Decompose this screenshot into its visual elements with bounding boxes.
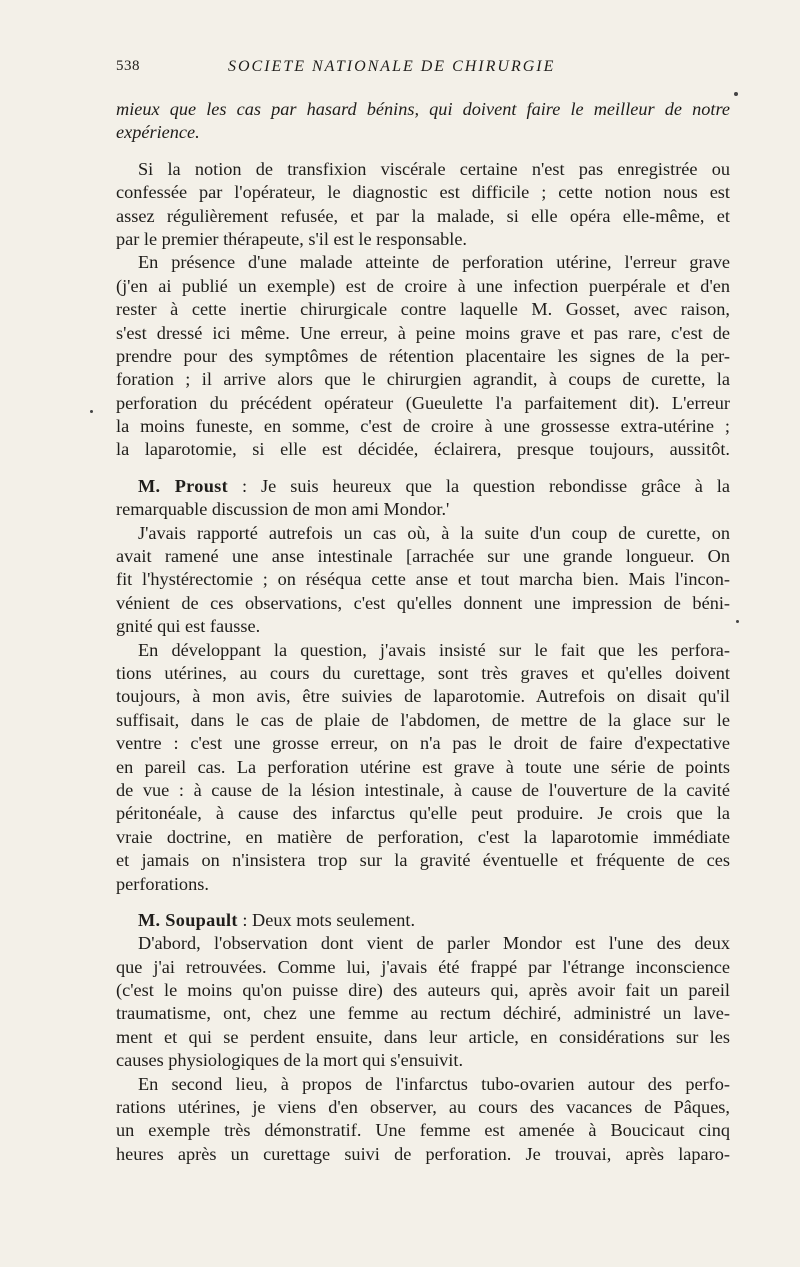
paragraph bbox=[116, 639, 730, 896]
paragraph-proust bbox=[116, 475, 730, 522]
text-line bbox=[116, 475, 730, 498]
text-line: que j'ai retrouvées. Comme lui, j'avais été frappé par l'étrange inconscience bbox=[116, 956, 730, 977]
text-line: perforations. bbox=[116, 873, 209, 894]
text-line: perforation du précédent opérateur (Gueulette l'a parfaitement dit). L'erreur bbox=[116, 392, 730, 413]
speaker-name: M. Soupault bbox=[138, 909, 238, 930]
scan-speck bbox=[736, 620, 739, 623]
text-line: un exemple très démonstratif. Une femme est amenée à Boucicaut cinq bbox=[116, 1120, 730, 1141]
text-line: assez régulièrement refusée, et par la malade, si elle opéra elle-même, et bbox=[116, 205, 730, 226]
text-line: En second lieu, à propos de l'infarctus tubo-ovarien autour des perfo- bbox=[138, 1073, 730, 1094]
text-line: mieux que les cas par hasard bénins, qui doivent faire le meilleur de notre bbox=[116, 99, 730, 119]
scan-speck bbox=[90, 410, 93, 413]
text-line: de vue : à cause de la lésion intestinale, à cause de l'ouverture de la cavité bbox=[116, 779, 730, 800]
text-line: tions utérines, au cours du curettage, sont très graves et qu'elles doivent bbox=[116, 662, 730, 683]
text-line-content: : Je suis heureux que la question rebondisse grâce à la bbox=[227, 475, 730, 496]
scan-speck bbox=[734, 92, 738, 96]
text-line: heures après un curettage suivi de perforation. Je trouvai, après laparo- bbox=[116, 1143, 730, 1164]
text-line: la laparotomie, si elle est décidée, éclairera, presque toujours, aussitôt. bbox=[116, 439, 730, 460]
text-line bbox=[116, 158, 730, 181]
text-line: ment et qui se perdent ensuite, dans leur article, en considérations sur les bbox=[116, 1026, 730, 1047]
text-line: En présence d'une malade atteinte de perforation utérine, l'erreur grave bbox=[138, 252, 730, 273]
text-line: toujours, à mon avis, être suivies de laparotomie. Autrefois on disait qu'il bbox=[116, 686, 730, 707]
paragraph bbox=[116, 932, 730, 1072]
page-header bbox=[116, 58, 730, 84]
text-line: péritonéale, à cause des infarctus qu'elle peut produire. Je crois que la bbox=[116, 803, 730, 824]
text-line: rations utérines, je viens d'en observer, au cours des vacances de Pâques, bbox=[116, 1097, 730, 1118]
text-line: vraie doctrine, en matière de perforation, c'est la laparotomie immédiate bbox=[116, 826, 730, 847]
text-line-content: : Deux mots seulement. bbox=[237, 909, 416, 930]
text-line: confessée par l'opérateur, le diagnostic est difficile ; cette notion nous est bbox=[116, 182, 730, 203]
text-line: suffisait, dans le cas de plaie de l'abdomen, de mettre de la glace sur le bbox=[116, 709, 730, 730]
body-text bbox=[116, 98, 730, 1166]
text-line: ventre : c'est une grosse erreur, on n'a pas le droit de faire d'expectative bbox=[116, 733, 730, 754]
text-line: traumatisme, ont, chez une femme au rectum déchiré, administré un lave- bbox=[116, 1003, 730, 1024]
text-line: vénient de ces observations, c'est qu'elles donnent une impression de béni- bbox=[116, 592, 730, 613]
text-line: gnité qui est fausse. bbox=[116, 616, 261, 637]
text-line: expérience. bbox=[116, 122, 200, 143]
paragraph bbox=[116, 1073, 730, 1167]
running-title: SOCIETE NATIONALE DE CHIRURGIE bbox=[228, 58, 556, 75]
text-line: en pareil cas. La perforation utérine est grave à toute une série de points bbox=[116, 756, 730, 777]
text-line: et jamais on n'insistera trop sur la gravité éventuelle et fréquente de ces bbox=[116, 850, 730, 871]
text-line: J'avais rapporté autrefois un cas où, à la suite d'un coup de curette, on bbox=[138, 522, 730, 543]
text-line: fit l'hystérectomie ; on réséqua cette anse et tout marcha bien. Mais l'incon- bbox=[116, 569, 730, 590]
text-line: remarquable discussion de mon ami Mondor.' bbox=[116, 499, 450, 520]
text-line: s'est dressé ici même. Une erreur, à peine moins grave et pas rare, c'est de bbox=[116, 322, 730, 343]
text-line: causes physiologiques de la mort qui s'ensuivit. bbox=[116, 1050, 464, 1071]
speaker-name: M. Proust bbox=[138, 475, 228, 496]
paragraph-continuation bbox=[116, 98, 730, 145]
paragraph bbox=[116, 251, 730, 462]
text-line: (c'est le moins qu'on puisse dire) des auteurs qui, après avoir fait un pareil bbox=[116, 980, 730, 1001]
paragraph-soupault bbox=[116, 909, 730, 932]
text-line: foration ; il arrive alors que le chirurgien agrandit, à coups de curette, la bbox=[116, 369, 730, 390]
text-line: par le premier thérapeute, s'il est le responsable. bbox=[116, 228, 468, 249]
page-number: 538 bbox=[116, 58, 140, 74]
text-line bbox=[116, 909, 730, 932]
text-line: En développant la question, j'avais insisté sur le fait que les perfora- bbox=[138, 639, 730, 660]
text-line-content: Si la notion de transfixion viscérale certaine n'est pas enregistrée ou bbox=[138, 158, 730, 179]
text-line: (j'en ai publié un exemple) est de croire à une infection puerpérale et d'en bbox=[116, 275, 730, 296]
text-line: prendre pour des symptômes de rétention placentaire les signes de la per- bbox=[116, 345, 730, 366]
text-line: la moins funeste, en somme, c'est de croire à une grossesse extra-utérine ; bbox=[116, 416, 730, 437]
text-line: avait ramené une anse intestinale [arrachée sur une grande longueur. On bbox=[116, 546, 730, 567]
text-line: rester à cette inertie chirurgicale contre laquelle M. Gosset, avec raison, bbox=[116, 299, 730, 320]
paragraph bbox=[116, 158, 730, 252]
text-line: D'abord, l'observation dont vient de parler Mondor est l'une des deux bbox=[138, 933, 730, 954]
paragraph bbox=[116, 522, 730, 639]
